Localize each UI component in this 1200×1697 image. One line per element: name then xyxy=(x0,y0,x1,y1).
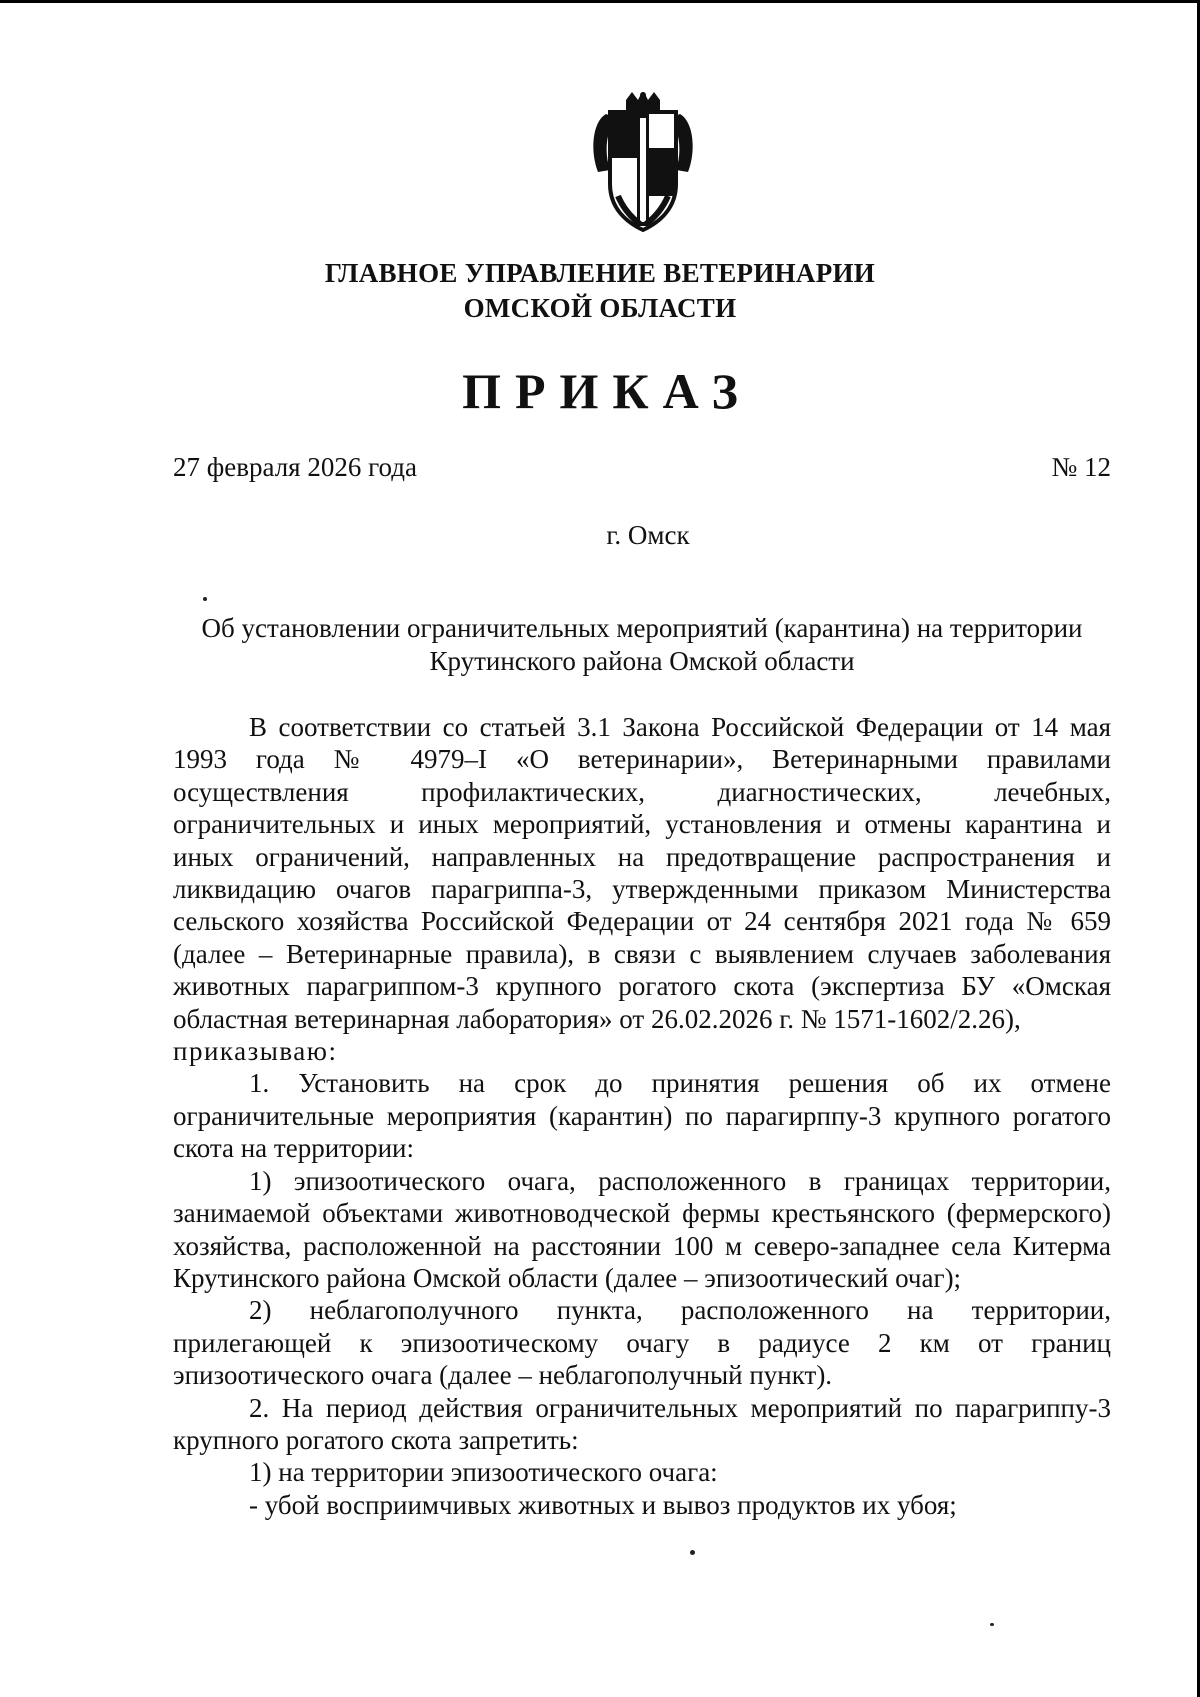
coat-of-arms-icon xyxy=(588,92,698,232)
document-type-title: ПРИКАЗ xyxy=(462,363,752,419)
paragraph-item-1-1: 1) эпизоотического очага, расположенного в границах территории, занимаемой объектами животноводческой фермы крестьянского (фермерского) хозяйства, расположенной на расстоянии 100 м северо-западнее села Китерма Крутинского района Омской области (далее – эпизоотический очаг); xyxy=(173,1165,1111,1293)
document-date: 27 февраля 2026 года xyxy=(173,452,417,482)
paragraph-order-word: приказываю: xyxy=(173,1036,338,1067)
scan-speck xyxy=(990,1623,994,1626)
paragraph-preamble: В соответствии со статьей 3.1 Закона Российской Федерации от 14 мая 1993 года № 4979–I «О ветеринарии», Ветеринарными правилами осуществления профилактических, диагностических, лечебных, ограничительных и иных мероприятий, установления и отмены карантина и иных ограничений, направленных на предотвращение распространения и ликвидацию очагов парагриппа-3, утвержденными приказом Министерства сельского хозяйства Российской Федерации от 24 сентября 2021 года № 659 (далее – Ветеринарные правила), в связи с выявлением случаев заболевания животных парагриппом-3 крупного рогатого скота (экспертиза БУ «Омская областная ветеринарная лаборатория» от 26.02.2026 г. № 1571-1602/2.26), xyxy=(173,712,1111,1034)
organization-name-line1: ГЛАВНОЕ УПРАВЛЕНИЕ ВЕТЕРИНАРИИ xyxy=(324,258,876,288)
document-number: № 12 xyxy=(1051,452,1111,482)
paragraph-item-2-1: 1) на территории эпизоотического очага: xyxy=(249,1457,718,1488)
document-city: г. Омск xyxy=(606,520,690,550)
paragraph-item-2: 2. На период действия ограничительных мероприятий по парагриппу-3 крупного рогатого скота запретить: xyxy=(173,1392,1111,1455)
paragraph-item-2-1-a: - убой восприимчивых животных и вывоз продуктов их убоя; xyxy=(249,1489,957,1520)
scan-speck xyxy=(690,1550,695,1555)
scan-edge-top xyxy=(0,0,1200,3)
paragraph-item-1-2: 2) неблагополучного пункта, расположенного на территории, прилегающей к эпизоотическому очагу в радиусе 2 км от границ эпизоотического очага (далее – неблагополучный пункт). xyxy=(173,1295,1111,1391)
document-body xyxy=(173,711,1111,1521)
organization-name-line2: ОМСКОЙ ОБЛАСТИ xyxy=(463,293,737,323)
document-subject: Об установлении ограничительных мероприятий (карантина) на территории Крутинского района Омской области xyxy=(201,613,1083,676)
scan-speck xyxy=(203,597,207,601)
paragraph-item-1: 1. Установить на срок до принятия решения об их отмене ограничительные мероприятия (карантин) по парагирппу-3 крупного рогатого скота на территории: xyxy=(173,1068,1111,1164)
